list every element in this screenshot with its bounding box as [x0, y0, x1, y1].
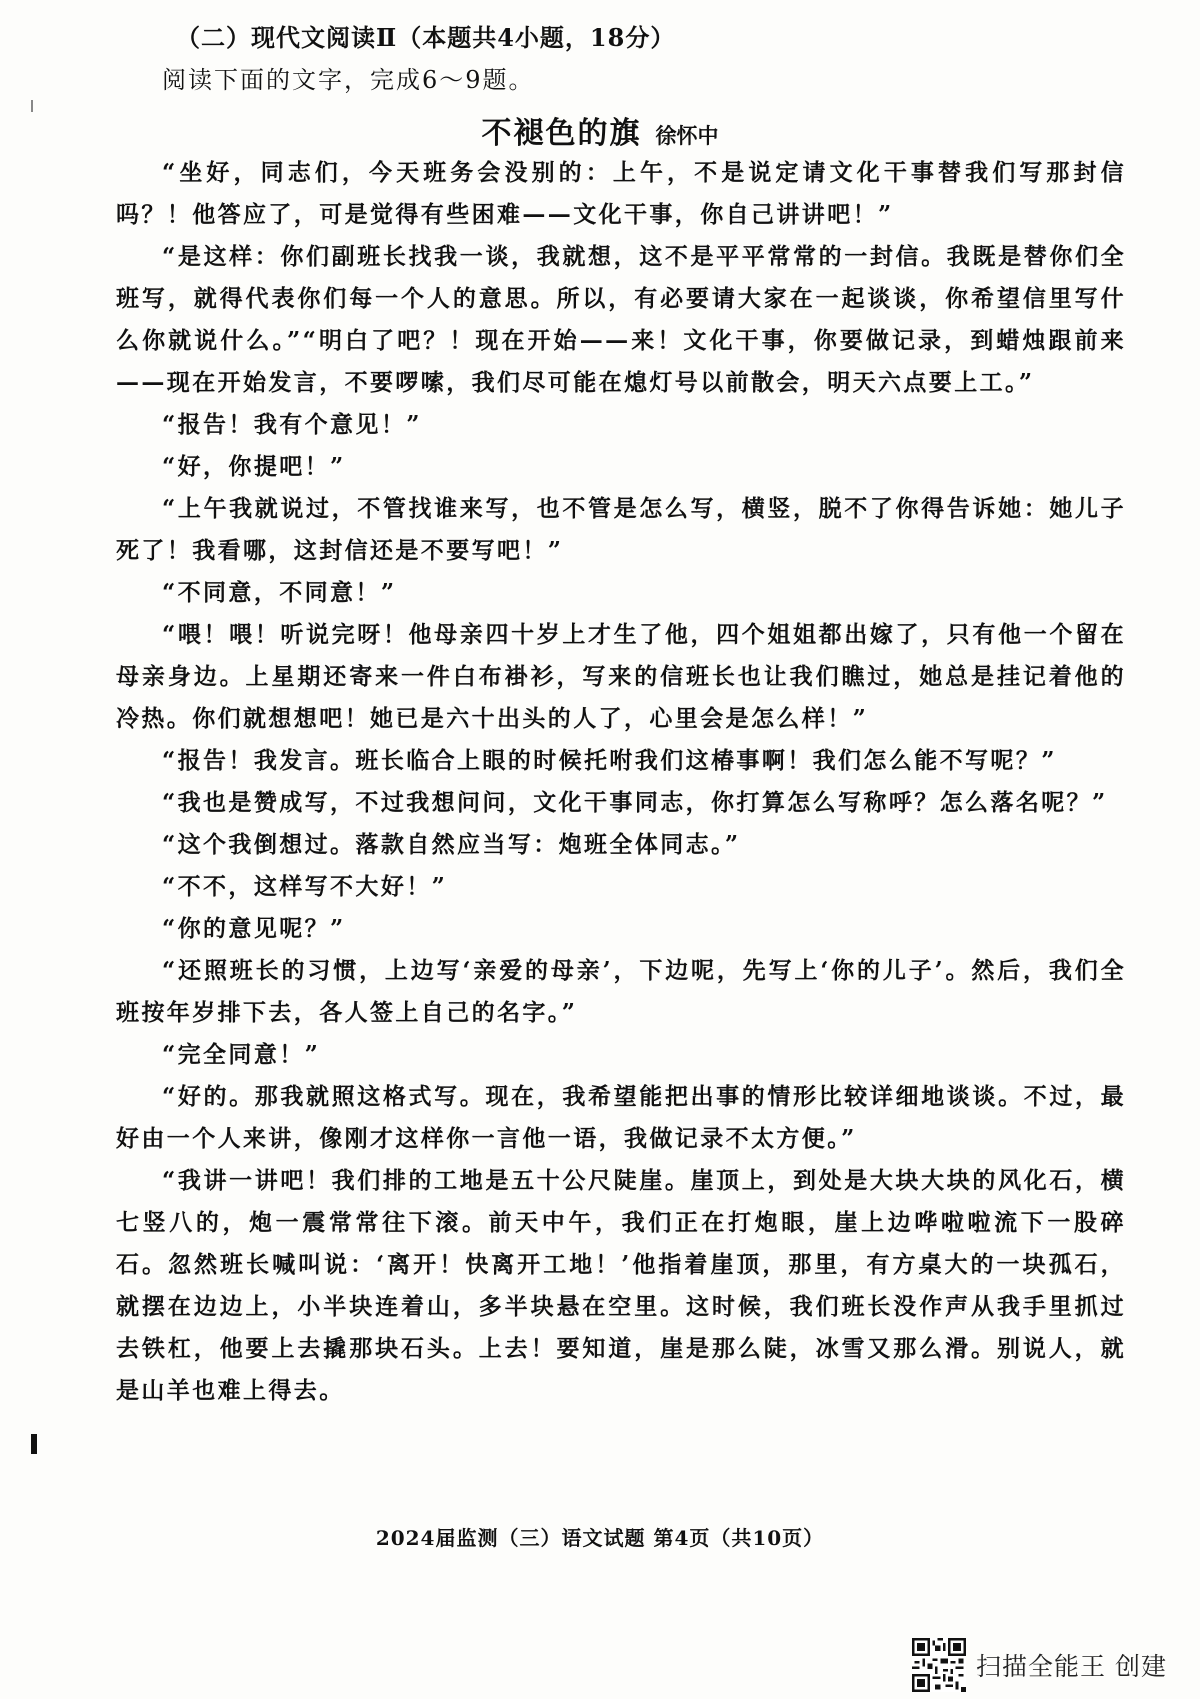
- paragraph: “不不，这样写不大好！”: [162, 873, 448, 900]
- article-heading: [0, 108, 1200, 152]
- paragraph: “喂！喂！听说完呀！他母亲四十岁上才生了他，四个姐姐都出嫁了，只有他一个留在母亲身边。上星期还寄来一件白布褂衫，写来的信班长也让我们瞧过，她总是挂记着他的冷热。你们就想想吧！她已是六十出头的人了，心里会是怎么样！”: [116, 621, 1126, 732]
- paragraph: “不同意，不同意！”: [162, 579, 397, 606]
- paragraph: “好，你提吧！”: [162, 453, 346, 480]
- page-footer: 2024届监测（三）语文试题 第4页（共10页）: [375, 1526, 825, 1550]
- paragraph: “我也是赞成写，不过我想问问，文化干事同志，你打算怎么写称呼？怎么落名呢？”: [162, 789, 1108, 816]
- section-header: （二）现代文阅读Ⅱ（本题共4小题，18分）: [176, 23, 676, 52]
- paragraph: “报告！我发言。班长临合上眼的时候托咐我们这椿事啊！我们怎么能不写呢？”: [162, 747, 1057, 774]
- paragraph: “你的意见呢？”: [162, 915, 346, 942]
- paragraph: “完全同意！”: [162, 1041, 321, 1068]
- scan-edge-mark: [31, 1434, 37, 1454]
- reading-instruction: 阅读下面的文字，完成6～9题。: [162, 66, 535, 94]
- paragraph: “报告！我有个意见！”: [162, 411, 422, 438]
- article-title: 不褪色的旗: [481, 116, 642, 151]
- paragraph: “我讲一讲吧！我们排的工地是五十公尺陡崖。崖顶上，到处是大块大块的风化石，横七竖八的，炮一震常常往下滚。前天中午，我们正在打炮眼，崖上边哗啦啦流下一股碎石。忽然班长喊叫说：‘离开！快离开工地！’他指着崖顶，那里，有方桌大的一块孤石，就摆在边边上，小半块连着山，多半块悬在空里。这时候，我们班长没作声从我手里抓过去铁杠，他要上去撬那块石头。上去！要知道，崖是那么陡，冰雪又那么滑。别说人，就是山羊也难上得去。: [116, 1167, 1126, 1404]
- paragraph: “这个我倒想过。落款自然应当写：炮班全体同志。”: [162, 831, 741, 858]
- article-author: 徐怀中: [655, 123, 719, 148]
- qr-code-icon: [912, 1638, 966, 1692]
- watermark-text: 扫描全能王 创建: [976, 1652, 1167, 1681]
- paragraph: “好的。那我就照这格式写。现在，我希望能把出事的情形比较详细地谈谈。不过，最好由一个人来讲，像刚才这样你一言他一语，我做记录不太方便。”: [116, 1083, 1126, 1152]
- paragraph: “还照班长的习惯，上边写‘亲爱的母亲’，下边呢，先写上‘你的儿子’。然后，我们全班按年岁排下去，各人签上自己的名字。”: [116, 957, 1126, 1026]
- scanner-watermark: [912, 1638, 1167, 1692]
- paragraph: “坐好，同志们，今天班务会没别的：上午，不是说定请文化干事替我们写那封信吗？！他答应了，可是觉得有些困难——文化干事，你自己讲讲吧！”: [116, 159, 1126, 228]
- article-body: [116, 152, 1126, 1412]
- paragraph: “是这样：你们副班长找我一谈，我就想，这不是平平常常的一封信。我既是替你们全班写，就得代表你们每一个人的意思。所以，有必要请大家在一起谈谈，你希望信里写什么你就说什么。”“明白了吧？！现在开始——来！文化干事，你要做记录，到蜡烛跟前来——现在开始发言，不要啰嗦，我们尽可能在熄灯号以前散会，明天六点要上工。”: [116, 243, 1126, 396]
- paragraph: “上午我就说过，不管找谁来写，也不管是怎么写，横竖，脱不了你得告诉她：她儿子死了！我看哪，这封信还是不要写吧！”: [116, 495, 1126, 564]
